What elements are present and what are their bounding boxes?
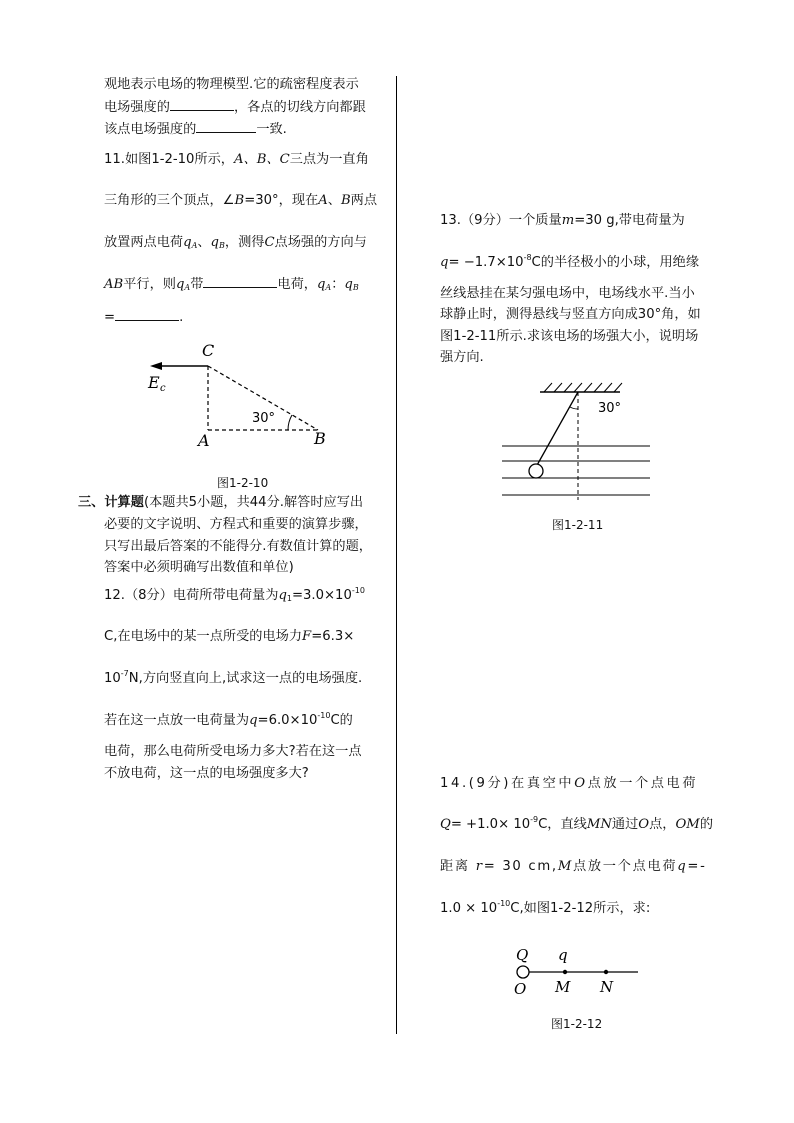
point-M	[563, 970, 567, 974]
figure-1-2-11	[500, 378, 660, 503]
text: C的	[330, 713, 353, 728]
text: ：	[331, 277, 345, 292]
text: B	[234, 193, 245, 208]
column-divider	[396, 76, 397, 1034]
text: 1	[286, 594, 292, 603]
question-14-line	[440, 856, 707, 878]
text: -9	[530, 815, 539, 824]
ec-arrowhead	[150, 362, 162, 370]
question-13-line: 强方向.	[440, 350, 484, 365]
text: B	[340, 193, 351, 208]
text: = +1.0× 10	[450, 817, 531, 832]
text: q	[316, 277, 326, 292]
text: 12.（8分）电荷所带电荷量为	[104, 588, 279, 603]
figure-caption: 图1-2-11	[552, 518, 604, 532]
question-13-line: 图1-2-11所示.求该电场的场强大小，说明场	[440, 329, 699, 344]
text: (本题共5小题，共44分.解答时应写出	[143, 495, 364, 510]
text: ，各点的切线方向都跟	[233, 100, 366, 115]
text: B	[219, 241, 225, 250]
text: -8	[523, 253, 532, 262]
label-M: M	[555, 978, 571, 996]
text: 三、	[78, 495, 105, 510]
figure-1-2-10	[140, 338, 340, 453]
question-12-line	[104, 668, 362, 690]
text: A	[325, 283, 332, 292]
section-text: 答案中必须明确写出数值和单位)	[104, 560, 294, 575]
text: A	[191, 241, 198, 250]
text: =30°，现在	[244, 193, 319, 208]
text: 距离	[440, 859, 470, 874]
answer-blank[interactable]	[196, 118, 256, 133]
figure-caption: 图1-2-10	[217, 476, 269, 490]
text: OM	[675, 817, 700, 832]
text: -7	[120, 669, 129, 678]
label-C: C	[202, 341, 215, 360]
text: A、B、C	[234, 152, 290, 167]
question-13-line: 球静止时，测得悬线与竖直方向成30°角，如	[440, 307, 701, 322]
text: q	[183, 235, 192, 250]
text: 电荷，	[277, 277, 317, 292]
question-13-line: 丝线悬挂在某匀强电场中，电场线水平.当小	[440, 286, 695, 301]
figure-1-2-12	[508, 940, 648, 1000]
label-N: N	[600, 978, 614, 996]
question-12-line: 电荷，那么电荷所受电场力多大?若在这一点	[104, 744, 362, 759]
text: r	[475, 859, 484, 874]
figure-caption: 图1-2-12	[551, 1017, 603, 1031]
question-13-line	[440, 252, 699, 274]
text: =6.3×	[311, 629, 355, 644]
text: 点放一个点电荷	[573, 859, 678, 874]
text: q	[440, 255, 449, 270]
section-text: 只写出最后答案的不能得分.有数值计算的题，	[104, 539, 372, 554]
text: 放置两点电荷	[104, 235, 184, 250]
text: -10	[497, 899, 511, 908]
text: O	[638, 817, 650, 832]
question-11-line	[104, 273, 359, 296]
text: q	[677, 859, 688, 874]
text: 该点电场强度的	[104, 122, 197, 137]
text-line	[104, 118, 287, 141]
text: C	[264, 235, 275, 250]
text: 10	[104, 671, 121, 686]
text: 的	[699, 817, 713, 832]
text: A	[184, 283, 191, 292]
text: 平行，则	[123, 277, 176, 292]
text: O	[574, 776, 588, 791]
text: 11.如图1-2-10所示，	[104, 152, 234, 167]
text: -10	[317, 711, 331, 720]
text: 点，	[649, 817, 676, 832]
charged-ball	[529, 464, 543, 478]
text: AB	[104, 277, 124, 292]
text: 电场强度的	[104, 100, 170, 115]
answer-blank[interactable]	[115, 306, 179, 321]
label-angle: 30°	[252, 411, 276, 426]
text: ，测得	[224, 235, 265, 250]
text: =3.0×10	[291, 588, 352, 603]
label-angle: 30°	[598, 401, 622, 416]
text: A	[318, 193, 328, 208]
section-text: 必要的文字说明、方程式和重要的演算步骤，	[104, 517, 368, 532]
text: 计算题	[104, 495, 144, 510]
question-12-line	[104, 585, 365, 607]
text: B	[352, 283, 359, 292]
text: N,方向竖直向上,试求这一点的电场强度.	[128, 671, 363, 686]
text: 三点为一直角	[289, 152, 369, 167]
text: q	[175, 277, 185, 292]
text: q	[278, 588, 287, 603]
question-11-line	[104, 190, 377, 212]
angle-arc	[570, 407, 578, 409]
question-13-line	[440, 210, 685, 232]
text: 若在这一点放一电荷量为	[104, 713, 250, 728]
text: -10	[351, 586, 365, 595]
text: C的半径极小的小球，用绝缘	[531, 255, 700, 270]
text: C,在电场中的某一点所受的电场力	[104, 629, 303, 644]
text: 13.（9分）一个质量	[440, 213, 562, 228]
label-A: A	[198, 431, 210, 450]
question-12-line: 不放电荷，这一点的电场强度多大?	[104, 766, 309, 781]
text: =	[104, 310, 116, 325]
label-O: O	[514, 980, 527, 998]
text: 三角形的三个顶点，∠	[104, 193, 235, 208]
text: q	[344, 277, 353, 292]
text: 、	[197, 235, 211, 250]
text: MN	[586, 817, 612, 832]
label-Ec-subscript: c	[160, 383, 166, 394]
text: F	[302, 629, 312, 644]
text: q	[210, 235, 219, 250]
text: 1.0 × 10	[440, 901, 498, 916]
text: =30 g,带电荷量为	[574, 213, 685, 228]
question-12-line	[104, 710, 353, 732]
text: 带	[190, 277, 204, 292]
point-N	[604, 970, 608, 974]
question-11-line	[104, 306, 183, 329]
text: 观地表示电场的物理模型.它的疏密程度表示	[104, 77, 359, 92]
text: q	[249, 713, 258, 728]
text: M	[557, 859, 574, 874]
label-Q: Q	[516, 946, 529, 964]
text: 14.(9分)在真空中	[440, 776, 575, 791]
label-B: B	[314, 429, 326, 448]
text: = 30 cm,	[483, 859, 558, 874]
answer-blank[interactable]	[170, 96, 234, 111]
text: 点放一个点电荷	[587, 776, 699, 791]
answer-blank[interactable]	[203, 273, 277, 288]
question-14-line	[440, 898, 650, 920]
question-11-line	[104, 149, 369, 171]
label-Ec: E	[148, 373, 160, 392]
text: =6.0×10	[257, 713, 318, 728]
ceiling-hatch	[544, 383, 622, 392]
text: m	[561, 213, 575, 228]
angle-arc	[288, 415, 292, 430]
text: 一致.	[256, 122, 287, 137]
text: 两点	[350, 193, 378, 208]
section-heading	[78, 492, 363, 514]
question-12-line	[104, 626, 354, 648]
text: Q	[440, 817, 451, 832]
text-line	[104, 96, 366, 119]
text: =-	[687, 859, 707, 874]
text: .	[179, 310, 184, 325]
question-14-line	[440, 773, 698, 795]
label-q: q	[558, 946, 568, 964]
point-O	[517, 966, 529, 978]
question-11-line	[104, 232, 367, 254]
text-line	[104, 74, 359, 96]
question-14-line	[440, 814, 713, 836]
text: 、	[327, 193, 341, 208]
text: = −1.7×10	[448, 255, 524, 270]
text: C，直线	[538, 817, 587, 832]
thread	[536, 392, 578, 467]
text: C,如图1-2-12所示，求:	[510, 901, 651, 916]
text: 点场强的方向与	[274, 235, 367, 250]
text: 通过	[611, 817, 639, 832]
